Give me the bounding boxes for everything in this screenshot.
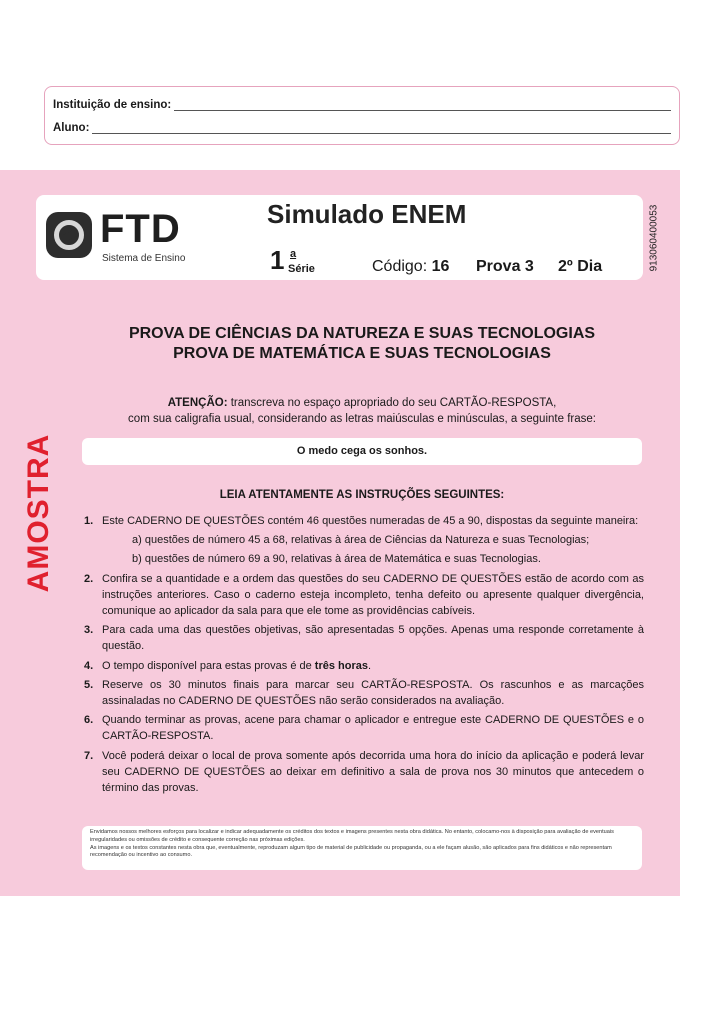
list-item: 6. Quando terminar as provas, acene para chamar o aplicador e entregue este CADERNO DE QUESTÕES e o CARTÃO-RESPOSTA. <box>84 714 644 743</box>
codigo <box>372 258 449 276</box>
ftd-logo-icon <box>46 212 92 258</box>
page-title: Simulado ENEM <box>267 199 467 229</box>
sub-item: a) questões de número 45 a 68, relativas à área de Ciências da Natureza e suas Tecnologias; <box>132 534 590 547</box>
student-row <box>53 122 671 134</box>
student-label: Aluno: <box>53 122 90 134</box>
barcode-number-box <box>644 196 664 280</box>
serie-number: 1 <box>270 245 285 275</box>
instructions-list <box>84 513 644 799</box>
list-item: 3. Para cada uma das questões objetivas, são apresentadas 5 opções. Apenas uma responde corretamente à questão. <box>84 624 644 653</box>
watermark-text: AMOSTRA <box>22 433 55 593</box>
attention-note <box>80 395 644 427</box>
identification-box <box>44 86 680 145</box>
serie-ordinal: a <box>290 248 297 260</box>
institution-row <box>53 99 671 111</box>
institution-field[interactable] <box>174 100 671 111</box>
barcode-number: 913060400053 <box>648 204 660 272</box>
institution-label: Instituição de ensino: <box>53 99 172 111</box>
list-item: 1. Este CADERNO DE QUESTÕES contém 46 questões numeradas de 45 a 90, dispostas da seguinte maneira: a) questões de número 45 a 68, relativas à área de Ciências da Natureza e suas Tecnologias; b) questões de número 69 a 90, relativas à área de Matemática e suas Tecnologias. <box>84 513 644 568</box>
watermark <box>14 428 64 598</box>
list-item: 7. Você poderá deixar o local de prova somente após decorrida uma hora do início da aplicação e poderá levar seu CADERNO DE QUESTÕES ao deixar em definitivo a sala de prova nos 30 minutos que antecedem o término das provas. <box>84 749 644 795</box>
list-item: 4. O tempo disponível para estas provas é de três horas. <box>84 659 372 672</box>
footer-line-1: Envidamos nossos melhores esforços para localizar e indicar adequadamente os créditos dos textos e imagens presentes nesta obra didática. No entanto, colocamo-nos à disposição para avaliação de eventuais irregularidades ou omissões de crédito e consequente correção nas próximas edições. <box>90 829 614 843</box>
logo-text: FTD <box>100 207 181 251</box>
prova-number: Prova 3 <box>476 258 534 275</box>
student-field[interactable] <box>92 123 671 134</box>
sub-item: b) questões de número 69 a 90, relativas à área de Matemática e suas Tecnologias. <box>132 553 541 566</box>
attention-text-2: com sua caligrafia usual, considerando as letras maiúsculas e minúsculas, a seguinte frase: <box>128 413 596 425</box>
instructions-title: LEIA ATENTAMENTE AS INSTRUÇÕES SEGUINTES: <box>219 489 505 501</box>
logo-subtitle: Sistema de Ensino <box>102 253 186 264</box>
codigo-label: Código: <box>372 258 428 275</box>
attention-text-1: transcreva no espaço apropriado do seu CARTÃO-RESPOSTA, <box>227 397 557 409</box>
exam-day: 2º Dia <box>558 258 603 275</box>
title-line-1: PROVA DE CIÊNCIAS DA NATUREZA E SUAS TECNOLOGIAS <box>128 325 596 342</box>
attention-label: ATENÇÃO: <box>167 397 228 409</box>
title-line-2: PROVA DE MATEMÁTICA E SUAS TECNOLOGIAS <box>173 345 551 362</box>
exam-titles <box>80 324 644 364</box>
transcription-phrase: O medo cega os sonhos. <box>82 438 642 465</box>
codigo-value: 16 <box>431 258 450 275</box>
footer-disclaimer <box>82 826 642 870</box>
list-item: 2. Confira se a quantidade e a ordem das questões do seu CADERNO DE QUESTÕES estão de acordo com as instruções anteriores. Caso o caderno esteja incompleto, tenha defeito ou apresente qualquer divergência, comunique ao aplicador da sala para que ele tome as providências cabíveis. <box>84 572 644 618</box>
footer-line-2: As imagens e os textos constantes nesta obra que, eventualmente, reproduzam algum tipo de material de publicidade ou propaganda, ou a ele façam alusão, são aplicados para fins didáticos e não representam recomendação ou incentivo ao consumo. <box>90 844 612 859</box>
header-card <box>36 195 643 280</box>
serie-label: Série <box>288 263 315 275</box>
list-item: 5. Reserve os 30 minutos finais para marcar seu CARTÃO-RESPOSTA. Os rascunhos e as marcações assinaladas no CADERNO DE QUESTÕES não serão considerados na avaliação. <box>84 678 644 708</box>
